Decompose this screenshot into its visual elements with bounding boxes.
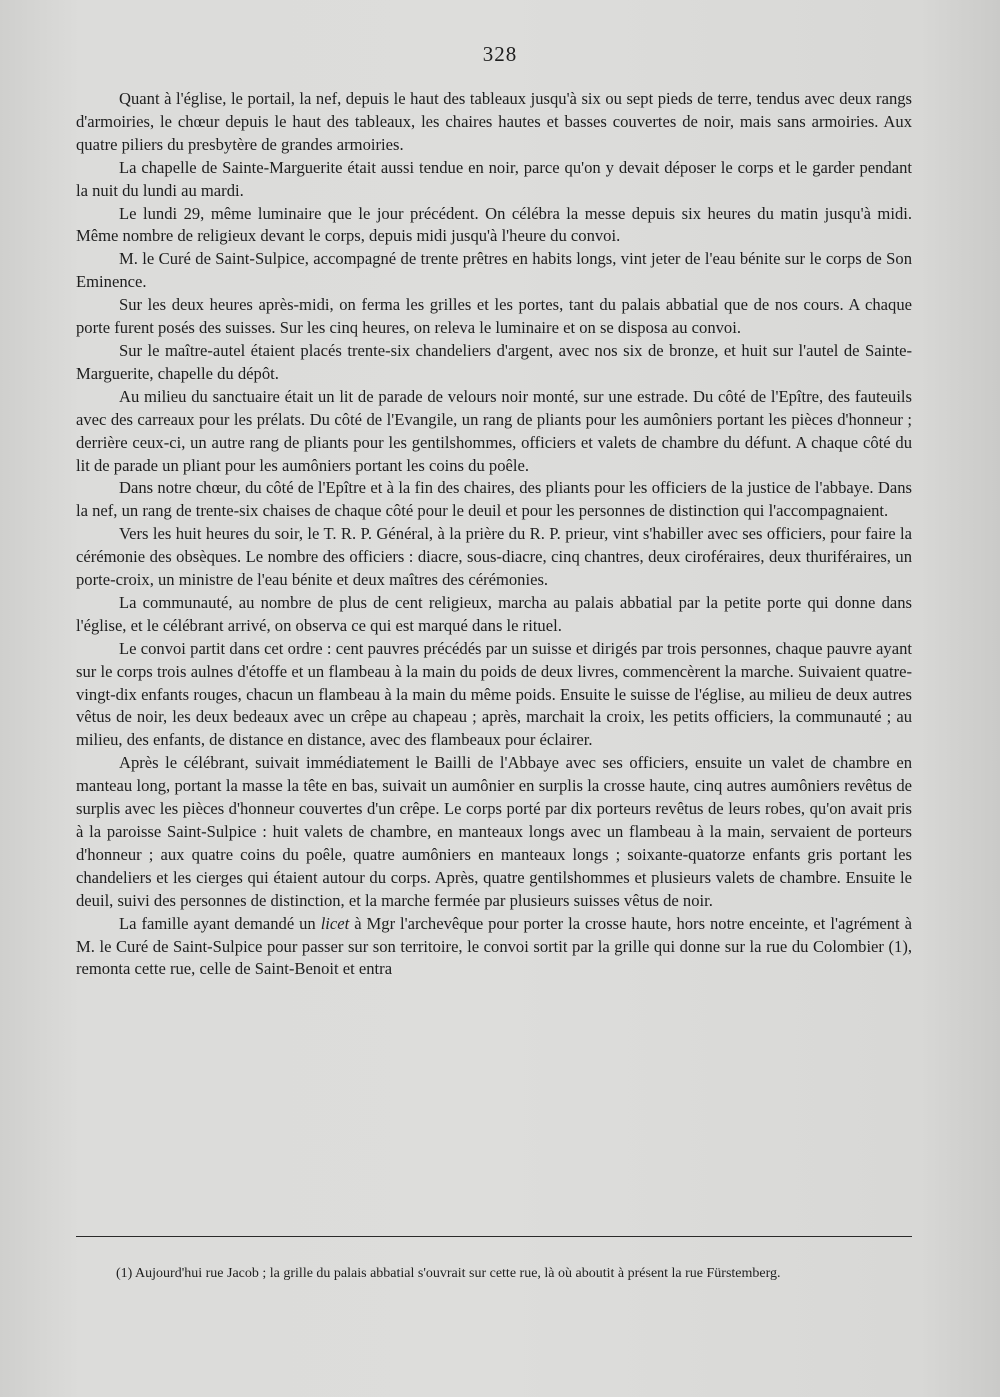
- footnote: (1) Aujourd'hui rue Jacob ; la grille du palais abbatial s'ouvrait sur cette rue, là où aboutit à présent la rue Fürstemberg.: [116, 1266, 781, 1281]
- paragraph: Dans notre chœur, du côté de l'Epître et à la fin des chaires, des pliants pour les officiers de la justice de l'abbaye. Dans la nef, un rang de trente-six chaises de chaque côté pour le deuil et pour les personnes de distinction qui l'accompagnaient.: [76, 478, 912, 521]
- paragraph: M. le Curé de Saint-Sulpice, accompagné de trente prêtres en habits longs, vint jeter de l'eau bénite sur le corps de Son Eminence.: [76, 249, 912, 292]
- paragraph: Quant à l'église, le portail, la nef, depuis le haut des tableaux jusqu'à six ou sept pieds de terre, tendus avec deux rangs d'armoiries, le chœur depuis le haut des tableaux, les chaires hautes et basses couvertes de noir, mais sans armoiries. Aux quatre piliers du presbytère de grandes armoiries.: [76, 89, 912, 154]
- page-number: 328: [482, 42, 518, 66]
- paragraph: Le convoi partit dans cet ordre : cent pauvres précédés par un suisse et dirigés par trois personnes, chaque pauvre ayant sur le corps trois aulnes d'étoffe et un flambeau à la main du poids de deux livres, commencèrent la marche. Suivaient quatre-vingt-dix enfants rouges, chacun un flambeau à la main du même poids. Ensuite le suisse de l'église, au milieu de deux autres vêtus de noir, les deux bedeaux avec un crêpe au chapeau ; après, marchait la croix, les petits officiers, la communauté ; au milieu, des enfants, de distance en distance, avec des flambeaux pour éclairer.: [76, 638, 912, 750]
- italic-term: licet: [320, 913, 350, 933]
- footnote-divider: [76, 1236, 912, 1237]
- paragraph: Sur le maître-autel étaient placés trente-six chandeliers d'argent, avec nos six de bronze, et huit sur l'autel de Sainte-Marguerite, chapelle du dépôt.: [76, 340, 912, 383]
- paragraph: Après le célébrant, suivait immédiatement le Bailli de l'Abbaye avec ses officiers, ensuite un valet de chambre en manteau long, portant la masse la tête en bas, suivait un aumônier en surplis la crosse haute, cinq autres aumôniers revêtus de surplis avec les pièces d'honneur couvertes d'un crêpe. Le corps porté par dix porteurs revêtus de leurs robes, qu'on avait pris à la paroisse Saint-Sulpice : huit valets de chambre, en manteaux longs avec un flambeau à la main, servaient de porteurs d'honneur ; aux quatre coins du poêle, quatre aumôniers en manteaux longs ; soixante-quatorze enfants gris portant les chandeliers et les cierges qui étaient autour du corps. Après, quatre gentilshommes et plusieurs valets de chambre. Ensuite le deuil, suivi des personnes de distinction, et la marche fermée par plusieurs suisses vêtus de noir.: [76, 753, 912, 910]
- paragraph: Le lundi 29, même luminaire que le jour précédent. On célébra la messe depuis six heures du matin jusqu'à midi. Même nombre de religieux devant le corps, depuis midi jusqu'à l'heure du convoi.: [76, 203, 912, 246]
- paragraph-last: [76, 913, 912, 982]
- paragraph: Vers les huit heures du soir, le T. R. P. Général, à la prière du R. P. prieur, vint s'habiller avec ses officiers, pour faire la cérémonie des obsèques. Le nombre des officiers : diacre, sous-diacre, cinq chantres, deux ciroféraires, deux thuriféraires, un porte-croix, un ministre de l'eau bénite et deux maîtres des cérémonies.: [76, 524, 912, 590]
- paragraph: La communauté, au nombre de plus de cent religieux, marcha au palais abbatial par la petite porte qui donne dans l'église, et le célébrant arrivé, on observa ce qui est marqué dans le rituel.: [76, 592, 912, 635]
- body-text: [76, 88, 912, 981]
- paragraph: La chapelle de Sainte-Marguerite était aussi tendue en noir, parce qu'on y devait déposer le corps et le garder pendant la nuit du lundi au mardi.: [76, 157, 912, 200]
- text-segment: La famille ayant demandé un: [119, 913, 321, 933]
- paragraph: Au milieu du sanctuaire était un lit de parade de velours noir monté, sur une estrade. Du côté de l'Epître, des fauteuils avec des carreaux pour les prélats. Du côté de l'Evangile, un rang de pliants pour les aumôniers portant les pièces d'honneur ; derrière ceux-ci, un autre rang de pliants pour les gentilshommes, officiers et valets de chambre du défunt. A chaque côté du lit de parade un pliant pour les aumôniers portant les coins du poêle.: [76, 386, 912, 475]
- paragraph: Sur les deux heures après-midi, on ferma les grilles et les portes, tant du palais abbatial que de nos cours. A chaque porte furent posés des suisses. Sur les cinq heures, on releva le luminaire et on se disposa au convoi.: [76, 295, 912, 338]
- text-segment: à Mgr l'archevêque pour porter la crosse haute, hors notre enceinte, et l'agrément à M. le Curé de Saint-Sulpice pour passer sur son territoire, le convoi sortit par la grille qui donne sur la rue du Colombier (1), remonta cette rue, celle de Saint-Benoit et entra: [76, 913, 912, 979]
